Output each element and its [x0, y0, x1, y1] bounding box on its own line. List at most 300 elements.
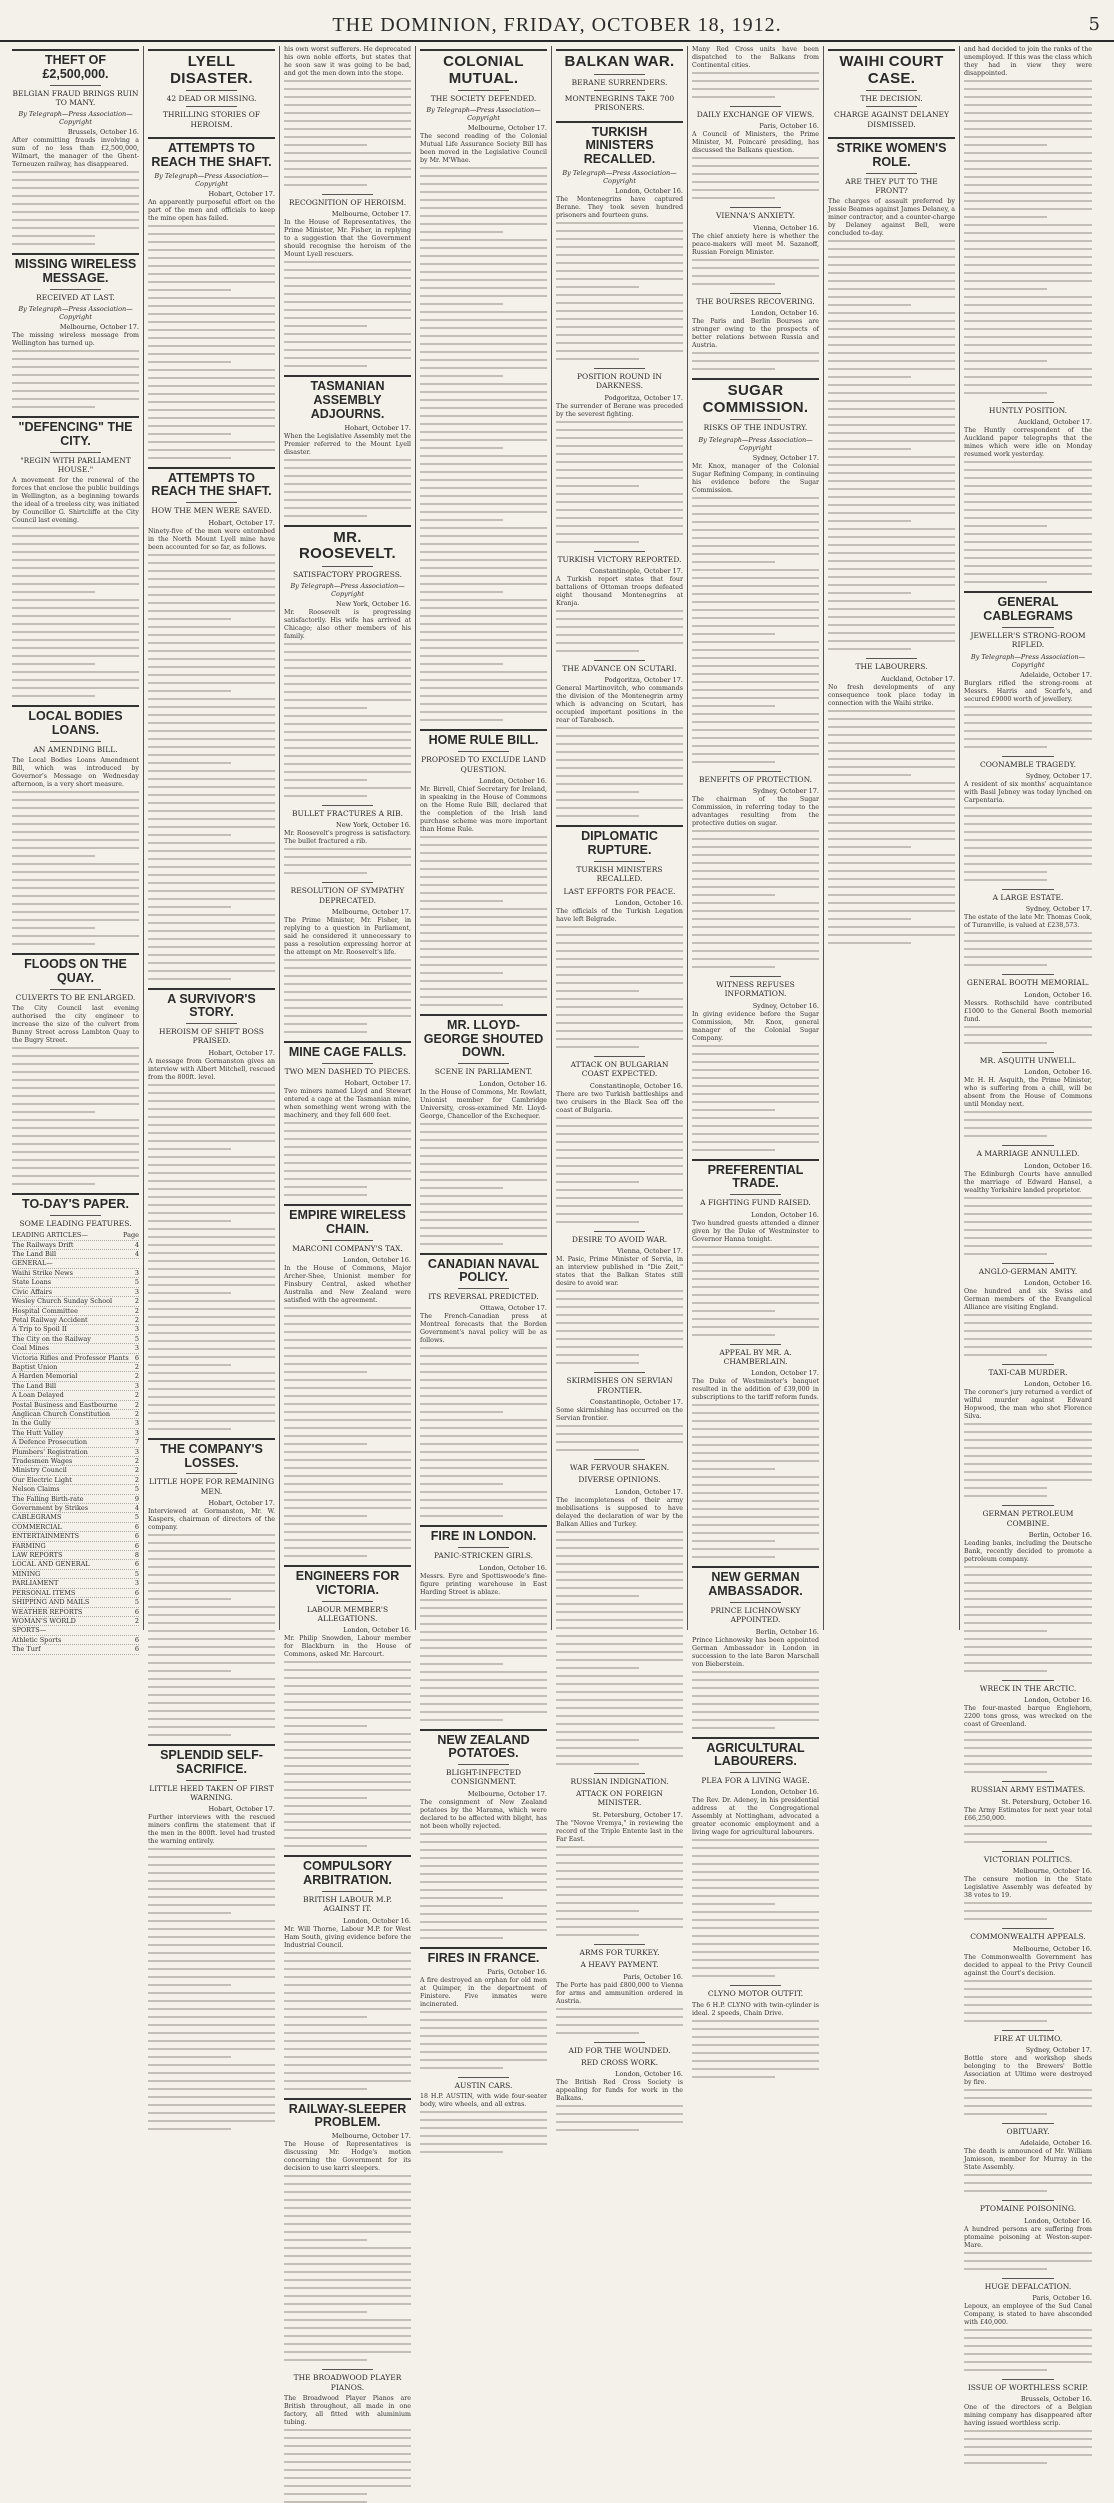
dateline: New York, October 16. — [336, 600, 411, 608]
text-line — [964, 1111, 1092, 1113]
text-line — [148, 1380, 275, 1382]
text-lines — [420, 2011, 547, 2069]
text-line — [148, 1388, 275, 1390]
text-line — [420, 543, 547, 545]
text-line — [420, 2035, 547, 2037]
text-line — [556, 2024, 683, 2026]
contents-label: Government by Strikes — [12, 1504, 89, 1513]
headline-rule — [148, 1744, 275, 1746]
text-line — [420, 1607, 547, 1609]
text-line — [420, 303, 503, 305]
article-headline: HOME RULE BILL. — [428, 733, 539, 748]
text-line — [556, 634, 683, 636]
text-line — [284, 1194, 367, 1196]
article-subheadline: ITS REVERSAL PREDICTED. — [428, 1292, 539, 1301]
divider — [186, 502, 237, 503]
text-line — [420, 695, 547, 697]
divider — [458, 1063, 509, 1064]
text-line — [284, 2008, 411, 2010]
text-line — [420, 255, 547, 257]
text-line — [284, 1976, 411, 1978]
article-body: The 6 H.P. CLYNO with twin-cylinder is ideal. 2 speeds, Chain Drive. — [692, 2001, 819, 2017]
text-line — [964, 2182, 1092, 2184]
article-subheadline: TURKISH MINISTERS RECALLED. — [576, 864, 663, 884]
text-line — [964, 871, 1047, 873]
article — [284, 805, 411, 874]
text-line — [964, 1322, 1092, 1324]
text-line — [284, 1491, 411, 1493]
contents-row — [12, 1419, 139, 1428]
text-line — [420, 591, 503, 593]
text-line — [556, 517, 683, 519]
text-line — [284, 975, 411, 977]
text-line — [148, 1710, 275, 1712]
article-body: A message from Gormanston gives an interview with Albert Mitchell, rescued from the 800ft. level. — [148, 1057, 275, 1081]
text-line — [556, 642, 683, 644]
article-headline: EMPIRE WIRELESS CHAIN. — [289, 1208, 406, 1236]
text-line — [556, 1165, 683, 1167]
text-line — [556, 759, 683, 761]
text-line — [692, 1911, 819, 1913]
article — [692, 771, 819, 968]
dateline: Melbourne, October 16. — [1012, 1944, 1092, 1953]
text-line — [692, 513, 819, 515]
text-line — [556, 1723, 683, 1725]
text-line — [420, 423, 547, 425]
text-line — [284, 771, 411, 773]
article-subheadline: BRITISH LABOUR M.P. AGAINST IT. — [303, 1894, 392, 1914]
text-line — [692, 838, 819, 840]
text-line — [148, 281, 275, 283]
text-line — [556, 270, 683, 272]
divider — [322, 2369, 373, 2370]
text-line — [12, 1063, 139, 1065]
text-line — [828, 448, 911, 450]
text-line — [964, 136, 1092, 138]
article-body: The charges of assault preferred by Jessie Beames against James Delaney, a miner contractor, and a counter-charge by Delaney against Bell, were concluded to-day. — [828, 198, 955, 238]
text-lines — [964, 1197, 1092, 1255]
text-line — [420, 2051, 547, 2053]
text-line — [556, 525, 683, 527]
contents-label: The Falling Birth-rate — [12, 1494, 84, 1503]
text-line — [556, 1433, 683, 1435]
text-line — [420, 1131, 547, 1133]
divider — [1002, 1263, 1053, 1264]
text-lines — [556, 222, 683, 360]
article — [964, 1680, 1092, 1773]
contents-page: 2 — [134, 1400, 139, 1409]
text-line — [284, 2359, 367, 2361]
text-line — [964, 2012, 1092, 2014]
text-line — [284, 1829, 411, 1831]
text-line — [148, 922, 275, 924]
text-line — [692, 72, 819, 74]
text-line — [828, 248, 955, 250]
text-line — [284, 2477, 411, 2479]
text-line — [284, 120, 411, 122]
text-line — [284, 349, 411, 351]
text-line — [420, 900, 503, 902]
text-line — [284, 499, 411, 501]
article-subheadline: PLEA FOR A LIVING WAGE. — [701, 1776, 810, 1785]
article-subheadline: MARCONI COMPANY'S TAX. — [292, 1243, 403, 1253]
text-line — [964, 2020, 1047, 2022]
text-line — [828, 648, 911, 650]
text-line — [692, 1061, 819, 1063]
text-line — [420, 1599, 547, 1601]
text-line — [420, 671, 547, 673]
article — [420, 1014, 547, 1245]
text-line — [964, 565, 1092, 567]
text-lines — [828, 710, 955, 944]
text-line — [12, 647, 139, 649]
text-line — [284, 707, 367, 709]
text-line — [964, 525, 1047, 527]
article-headline: MR. ROOSEVELT. — [299, 528, 396, 563]
article — [964, 2030, 1092, 2115]
text-line — [556, 1531, 683, 1533]
text-line — [420, 599, 547, 601]
divider — [186, 1023, 237, 1024]
text-line — [556, 286, 639, 288]
text-line — [828, 576, 955, 578]
text-line — [964, 1841, 1047, 1843]
text-line — [284, 2032, 411, 2034]
text-line — [556, 421, 683, 423]
text-line — [420, 1179, 547, 1181]
text-line — [420, 359, 547, 361]
text-line — [556, 501, 683, 503]
text-line — [420, 1483, 503, 1485]
text-line — [420, 988, 547, 990]
text-line — [692, 713, 819, 715]
text-line — [284, 128, 411, 130]
text-line — [964, 1825, 1092, 1827]
text-line — [828, 726, 955, 728]
text-line — [284, 184, 367, 186]
text-line — [692, 1045, 819, 1047]
article — [828, 658, 955, 943]
article — [284, 2369, 411, 2503]
text-line — [964, 1042, 1047, 1044]
contents-page: 2 — [134, 1466, 139, 1475]
contents-page: 5 — [134, 1485, 139, 1494]
text-line — [148, 930, 275, 932]
text-line — [556, 950, 683, 952]
article-body: Prince Lichnowsky has been appointed German Ambassador in London in succession to the late Baron Marschall von Bieberstein. — [692, 1636, 819, 1668]
text-line — [420, 1515, 503, 1517]
text-line — [284, 2215, 411, 2217]
text-line — [420, 559, 547, 561]
text-line — [556, 1739, 639, 1741]
article-subheadline: TAXI-CAB MURDER. — [988, 1367, 1068, 1377]
contents-row — [12, 1307, 139, 1316]
text-line — [420, 1873, 547, 1875]
divider — [866, 106, 917, 107]
text-line — [556, 791, 639, 793]
text-line — [556, 958, 683, 960]
text-lines — [964, 1314, 1092, 1356]
text-line — [284, 1435, 411, 1437]
headline-rule — [692, 378, 819, 380]
text-line — [12, 911, 139, 913]
headline-rule — [12, 953, 139, 955]
contents-row — [12, 1250, 139, 1259]
text-line — [284, 317, 411, 319]
text-line — [828, 312, 955, 314]
text-line — [148, 1574, 275, 1576]
text-line — [692, 1943, 819, 1945]
text-line — [556, 461, 683, 463]
text-line — [148, 1124, 275, 1126]
contents-label: Ministry Council — [12, 1466, 67, 1475]
text-line — [964, 1431, 1092, 1433]
text-line — [148, 241, 275, 243]
text-line — [964, 392, 1047, 394]
text-lines — [692, 1246, 819, 1336]
text-line — [284, 269, 411, 271]
text-lines — [964, 2252, 1092, 2270]
contents-page: 6 — [134, 1588, 139, 1597]
text-line — [420, 463, 547, 465]
text-line — [148, 946, 275, 948]
text-line — [692, 862, 819, 864]
text-line — [692, 275, 819, 277]
text-line — [556, 990, 639, 992]
headline-rule — [692, 1159, 819, 1161]
text-line — [556, 1667, 639, 1669]
text-line — [964, 746, 1047, 748]
text-line — [964, 264, 1092, 266]
text-line — [284, 152, 411, 154]
text-line — [284, 1821, 411, 1823]
text-line — [556, 1555, 683, 1557]
article-body: Mr. Philip Snowden, Labour member for Blackburn in the House of Commons, asked Mr. Harcourt. — [284, 1635, 411, 1659]
text-line — [284, 1363, 411, 1365]
text-line — [828, 368, 955, 370]
text-line — [556, 278, 683, 280]
text-line — [692, 1428, 819, 1430]
text-line — [148, 1284, 275, 1286]
text-lines — [964, 932, 1092, 966]
article-subheadline: AUSTIN CARS. — [454, 2080, 513, 2090]
text-line — [420, 231, 503, 233]
text-line — [692, 553, 819, 555]
text-line — [148, 842, 275, 844]
text-line — [828, 902, 955, 904]
contents-row — [12, 1542, 139, 1551]
text-line — [284, 1459, 411, 1461]
divider — [1002, 2123, 1053, 2124]
text-line — [556, 238, 683, 240]
text-line — [964, 2361, 1092, 2363]
text-line — [964, 2438, 1092, 2440]
dateline: London, October 16. — [751, 309, 819, 318]
article-headline: TASMANIAN ASSEMBLY ADJOURNS. — [310, 379, 385, 421]
text-line — [148, 2080, 275, 2082]
text-line — [556, 1846, 683, 1848]
text-line — [284, 1186, 367, 1188]
text-line — [420, 583, 547, 585]
text-line — [12, 887, 139, 889]
text-line — [12, 1111, 95, 1113]
dateline: Auckland, October 17. — [881, 674, 955, 683]
text-line — [284, 643, 411, 645]
text-line — [556, 1539, 683, 1541]
article — [556, 825, 683, 1048]
text-line — [692, 1695, 819, 1697]
text-line — [420, 263, 547, 265]
text-line — [556, 429, 683, 431]
text-line — [964, 1590, 1092, 1592]
divider — [866, 658, 917, 659]
text-line — [148, 321, 275, 323]
contents-page: 4 — [134, 1240, 139, 1249]
text-lines — [692, 1045, 819, 1151]
text-line — [284, 2024, 411, 2026]
text-line — [148, 393, 275, 395]
column-4 — [416, 46, 552, 2108]
article-subheadline: A HEAVY PAYMENT. — [580, 1960, 659, 1970]
article-body: Bottle store and workshop sheds belonging to the Brewers' Bottle Association at Ultimo were destroyed by fire. — [964, 2054, 1092, 2086]
text-line — [148, 369, 275, 371]
text-lines — [692, 352, 819, 370]
text-line — [692, 649, 819, 651]
text-line — [148, 457, 231, 459]
text-line — [284, 715, 411, 717]
text-line — [964, 2268, 1047, 2270]
text-line — [556, 767, 683, 769]
divider — [594, 90, 645, 91]
text-line — [420, 1857, 547, 1859]
contents-label: A Loan Delayed — [12, 1391, 64, 1400]
article-subheadline: OBITUARY. — [1006, 2126, 1050, 2136]
divider — [458, 2077, 509, 2078]
text-line — [964, 312, 1092, 314]
text-line — [692, 497, 819, 499]
text-line — [148, 1244, 275, 1246]
text-line — [420, 503, 547, 505]
text-line — [692, 1500, 819, 1502]
divider — [186, 1473, 237, 1474]
byline: By Telegraph—Press Association—Copyright — [154, 171, 269, 188]
article — [12, 953, 139, 1185]
text-line — [692, 1286, 819, 1288]
text-line — [420, 1004, 503, 1006]
text-line — [148, 802, 275, 804]
text-line — [692, 1967, 819, 1969]
divider — [50, 741, 101, 742]
text-line — [964, 1622, 1092, 1624]
dateline: Adelaide, October 17. — [1020, 670, 1092, 679]
text-line — [284, 365, 367, 367]
text-line — [420, 1695, 547, 1697]
text-line — [148, 1268, 275, 1270]
text-line — [556, 2008, 683, 2010]
text-line — [420, 287, 547, 289]
text-line — [964, 1731, 1092, 1733]
text-line — [964, 823, 1092, 825]
text-line — [284, 1395, 411, 1397]
text-line — [692, 1508, 819, 1510]
text-lines — [284, 959, 411, 1033]
text-line — [556, 799, 683, 801]
text-line — [148, 1116, 275, 1118]
text-line — [692, 601, 819, 603]
article-body: The consignment of New Zealand potatoes by the Marama, which were declared to be affected with blight, has not been wholly rejected. — [420, 1798, 547, 1830]
headline-rule — [12, 1193, 139, 1195]
divider — [1002, 889, 1053, 890]
text-line — [556, 2129, 639, 2131]
text-line — [556, 942, 683, 944]
text-line — [420, 1155, 547, 1157]
text-line — [692, 2060, 819, 2062]
text-line — [828, 600, 955, 602]
text-line — [828, 264, 955, 266]
text-line — [964, 2462, 1047, 2464]
article — [556, 551, 683, 652]
text-line — [420, 1123, 547, 1125]
article — [12, 416, 139, 697]
text-line — [556, 1213, 683, 1215]
text-line — [556, 1571, 683, 1573]
text-line — [148, 1420, 275, 1422]
article-body: Mr. Roosevelt's progress is satisfactory. The bullet fractured a rib. — [284, 830, 411, 846]
dateline: Melbourne, October 17. — [59, 323, 139, 332]
contents-label: Our Electric Light — [12, 1475, 72, 1484]
text-line — [284, 2343, 411, 2345]
text-line — [556, 246, 683, 248]
text-line — [148, 1220, 231, 1222]
text-line — [284, 991, 411, 993]
contents-page: 5 — [134, 1569, 139, 1578]
text-lines — [420, 836, 547, 1006]
headline-rule — [420, 1014, 547, 1016]
text-line — [284, 2199, 411, 2201]
text-line — [692, 165, 819, 167]
text-line — [692, 1903, 775, 1905]
text-line — [556, 1651, 683, 1653]
dateline: Hobart, October 17. — [208, 1499, 275, 1507]
text-line — [692, 1318, 819, 1320]
article-subheadline: BLIGHT-INFECTED CONSIGNMENT. — [446, 1768, 521, 1787]
divider — [458, 751, 509, 752]
dateline: St. Petersburg, October 16. — [1001, 1797, 1092, 1806]
text-line — [692, 609, 819, 611]
text-line — [692, 1719, 819, 1721]
text-line — [692, 2052, 819, 2054]
text-line — [964, 1135, 1047, 1137]
article-body: General Martinovitch, who commands the division of the Montenegrin army which is advancing on Scutari, has occupied important positions in the rear of Tarabosch. — [556, 685, 683, 725]
text-line — [12, 855, 95, 857]
article-subheadline: BENEFITS OF PROTECTION. — [698, 774, 813, 784]
text-line — [284, 467, 411, 469]
article-body: Messrs. Eyre and Spottiswoode's fine-figure printing warehouse in East Harding Street is ablaze. — [420, 1572, 547, 1596]
text-line — [828, 408, 955, 410]
text-line — [556, 541, 639, 543]
text-line — [284, 2207, 411, 2209]
text-line — [964, 2105, 1092, 2107]
text-line — [420, 2027, 547, 2029]
text-line — [284, 2437, 411, 2439]
contents-page: 6 — [134, 1532, 139, 1541]
text-line — [556, 254, 683, 256]
text-line — [284, 1178, 411, 1180]
headline-rule — [284, 1204, 411, 1206]
contents-row — [12, 1551, 139, 1560]
text-line — [12, 799, 139, 801]
article — [284, 2098, 411, 2362]
